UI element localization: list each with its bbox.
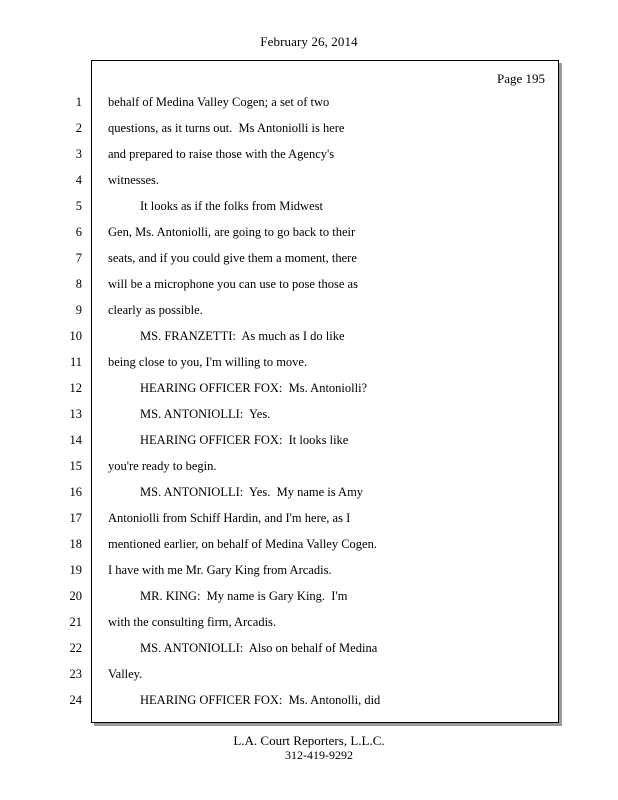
- line-number: 11: [69, 355, 82, 369]
- line-number: 9: [75, 303, 82, 317]
- line-text: questions, as it turns out. Ms Antoniolli is here: [108, 121, 345, 135]
- line-number: 6: [75, 225, 82, 239]
- transcript-line: [0, 141, 618, 167]
- line-text: you're ready to begin.: [108, 459, 217, 473]
- line-number: 8: [75, 277, 82, 291]
- line-number: 24: [69, 693, 82, 707]
- line-number: 23: [69, 667, 82, 681]
- line-text: being close to you, I'm willing to move.: [108, 355, 308, 369]
- line-number: 4: [75, 173, 82, 187]
- line-number: 20: [69, 589, 82, 603]
- transcript-line: [0, 505, 618, 531]
- transcript-line: [0, 531, 618, 557]
- line-number: 1: [75, 95, 82, 109]
- transcript-line: [0, 687, 618, 713]
- line-number: 21: [69, 615, 82, 629]
- line-number: 18: [69, 537, 82, 551]
- line-number: 5: [75, 199, 82, 213]
- line-number: 16: [69, 485, 82, 499]
- line-text: Valley.: [108, 667, 143, 681]
- line-text: MS. FRANZETTI: As much as I do like: [140, 329, 345, 343]
- line-text: mentioned earlier, on behalf of Medina Valley Cogen.: [108, 537, 377, 551]
- line-text: seats, and if you could give them a moment, there: [108, 251, 357, 265]
- transcript-line: [0, 349, 618, 375]
- transcript-line: [0, 297, 618, 323]
- line-number: 19: [69, 563, 82, 577]
- transcript-line: [0, 245, 618, 271]
- transcript-line: [0, 375, 618, 401]
- line-number: 10: [69, 329, 82, 343]
- transcript-line: [0, 401, 618, 427]
- line-number: 14: [69, 433, 82, 447]
- line-text: will be a microphone you can use to pose those as: [108, 277, 358, 291]
- footer-company: L.A. Court Reporters, L.L.C.: [233, 733, 385, 748]
- transcript-line: [0, 453, 618, 479]
- line-text: clearly as possible.: [108, 303, 203, 317]
- transcript-line: [0, 89, 618, 115]
- line-text: behalf of Medina Valley Cogen; a set of two: [108, 95, 330, 109]
- line-text: HEARING OFFICER FOX: Ms. Antoniolli?: [140, 381, 368, 395]
- line-text: HEARING OFFICER FOX: It looks like: [140, 433, 349, 447]
- transcript-line: [0, 167, 618, 193]
- line-text: MS. ANTONIOLLI: Also on behalf of Medina: [140, 641, 378, 655]
- line-number: 15: [69, 459, 82, 473]
- transcript-line: [0, 609, 618, 635]
- transcript-line: [0, 323, 618, 349]
- transcript-line: [0, 193, 618, 219]
- line-text: and prepared to raise those with the Agency's: [108, 147, 335, 161]
- line-text: Antoniolli from Schiff Hardin, and I'm here, as I: [108, 511, 351, 525]
- transcript-line: [0, 219, 618, 245]
- line-text: I have with me Mr. Gary King from Arcadis.: [108, 563, 332, 577]
- transcript-line: [0, 427, 618, 453]
- line-text: witnesses.: [108, 173, 160, 187]
- line-text: MR. KING: My name is Gary King. I'm: [140, 589, 348, 603]
- line-text: Gen, Ms. Antoniolli, are going to go back to their: [108, 225, 356, 239]
- line-number: 17: [69, 511, 82, 525]
- transcript-date: February 26, 2014: [260, 34, 358, 49]
- page-number: Page 195: [496, 71, 545, 86]
- transcript-line: [0, 271, 618, 297]
- transcript-line: [0, 583, 618, 609]
- transcript-line: [0, 115, 618, 141]
- footer-phone: 312-419-9292: [285, 748, 353, 762]
- line-number: 13: [69, 407, 82, 421]
- line-number: 2: [75, 121, 82, 135]
- line-text: with the consulting firm, Arcadis.: [108, 615, 277, 629]
- line-text: MS. ANTONIOLLI: Yes.: [140, 407, 271, 421]
- transcript-line: [0, 635, 618, 661]
- line-number: 22: [69, 641, 82, 655]
- line-number: 3: [75, 147, 82, 161]
- line-text: HEARING OFFICER FOX: Ms. Antonolli, did: [140, 693, 381, 707]
- transcript-line: [0, 661, 618, 687]
- transcript-line: [0, 479, 618, 505]
- line-text: It looks as if the folks from Midwest: [140, 199, 323, 213]
- line-text: MS. ANTONIOLLI: Yes. My name is Amy: [140, 485, 364, 499]
- transcript-line: [0, 557, 618, 583]
- line-number: 12: [69, 381, 82, 395]
- line-number: 7: [75, 251, 82, 265]
